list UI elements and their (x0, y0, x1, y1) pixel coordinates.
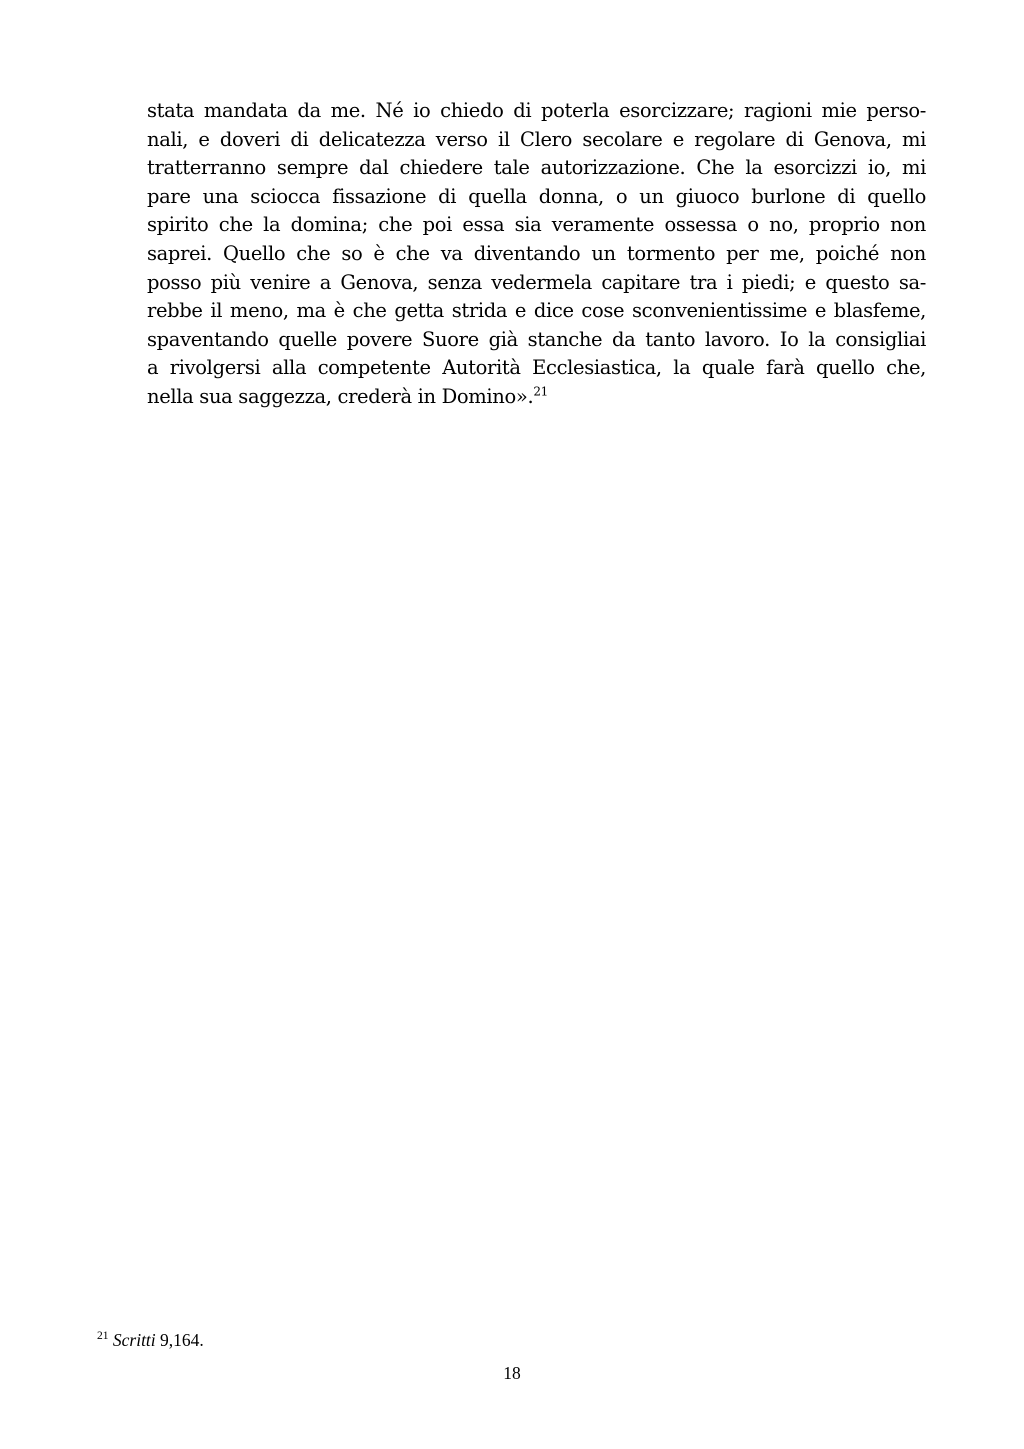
page-number: 18 (503, 1363, 521, 1383)
footnote-reference-text: 9,164. (155, 1330, 204, 1350)
text-line: rebbe il meno, ma è che getta strida e dice cose sconvenientissime e blasfeme, (147, 299, 926, 323)
text-line-content: nella sua saggezza, crederà in Domino». (147, 384, 534, 408)
body-paragraph (147, 97, 926, 412)
text-line: nali, e doveri di delicatezza verso il Clero secolare e regolare di Genova, mi (147, 127, 926, 151)
text-line-last (147, 383, 926, 412)
text-line: a rivolgersi alla competente Autorità Ecclesiastica, la quale farà quello che, (147, 356, 926, 380)
footnote-number: 21 (97, 1330, 109, 1343)
text-line: spirito che la domina; che poi essa sia veramente ossessa o no, proprio non (147, 213, 926, 237)
footnote (97, 1329, 204, 1351)
text-line: pare una sciocca fissazione di quella donna, o un giuoco burlone di quello (147, 184, 926, 208)
text-line: posso più venire a Genova, senza vedermela capitare tra i piedi; e questo sa- (147, 270, 926, 294)
footnote-source-title: Scritti (112, 1330, 156, 1350)
footnote-reference[interactable]: 21 (533, 384, 548, 399)
text-line: stata mandata da me. Né io chiedo di poterla esorcizzare; ragioni mie perso- (147, 99, 926, 122)
text-line: saprei. Quello che so è che va diventando un tormento per me, poiché non (147, 241, 926, 265)
text-line: tratterranno sempre dal chiedere tale autorizzazione. Che la esorcizzi io, mi (147, 156, 926, 180)
text-line: spaventando quelle povere Suore già stanche da tanto lavoro. Io la consigliai (147, 327, 926, 351)
